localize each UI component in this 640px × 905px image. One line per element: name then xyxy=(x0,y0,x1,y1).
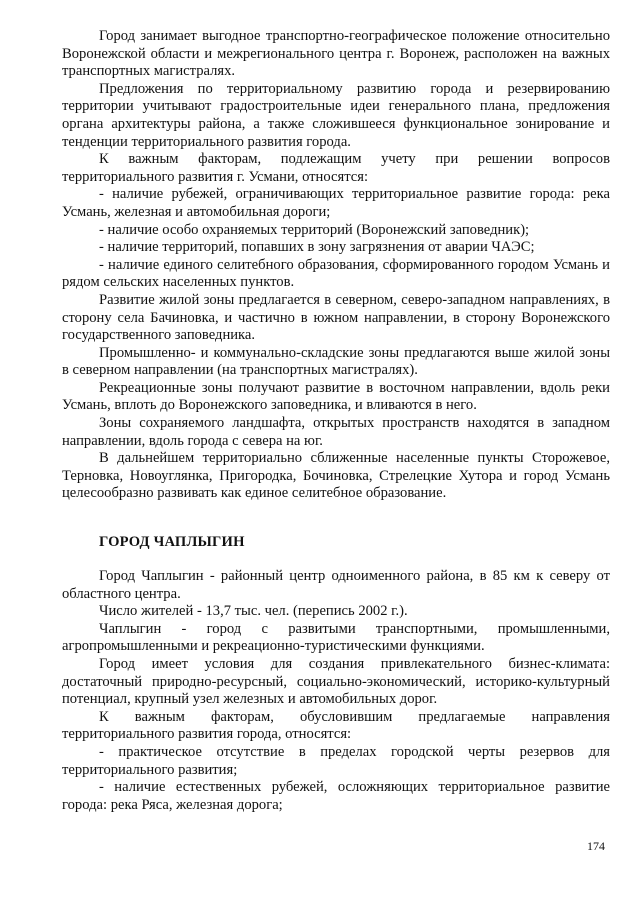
paragraph: Предложения по территориальному развитию города и резервированию территории учитывают градостроительные идеи генерального плана, предложения органа архитектуры района, а также сложившееся функциональное зонирование и тенденции территориального развития города. xyxy=(62,80,610,150)
paragraph: Зоны сохраняемого ландшафта, открытых пространств находятся в западном направлении, вдоль города с севера на юг. xyxy=(62,415,610,449)
paragraph: Развитие жилой зоны предлагается в северном, северо-западном направлениях, в сторону села Бачиновка, и частично в южном направлении, в сторону Воронежского государственного заповедника. xyxy=(62,291,610,344)
paragraph: В дальнейшем территориально сближенные населенные пункты Сторожевое, Терновка, Новоуглянка, Пригородка, Бочиновка, Стрелецкие Хутора и город Усмань целесообразно развивать как единое селитебное образование. xyxy=(62,450,610,502)
page-number: 174 xyxy=(587,839,605,853)
list-item: - наличие рубежей, ограничивающих территориальное развитие города: река Усмань, железная и автомобильная дороги; xyxy=(62,186,610,220)
list-item: - наличие особо охраняемых территорий (Воронежский заповедник); xyxy=(99,221,530,238)
list-item: - практическое отсутствие в пределах городской черты резервов для территориального развития; xyxy=(62,743,610,778)
section-heading: ГОРОД ЧАПЛЫГИН xyxy=(99,534,245,550)
paragraph: Число жителей - 13,7 тыс. чел. (перепись 2002 г.). xyxy=(99,603,408,620)
paragraph: Чаплыгин - город с развитыми транспортными, промышленными, агропромышленными и рекреационно-туристическими функциями. xyxy=(62,620,610,655)
section-usman-text xyxy=(62,28,610,503)
paragraph: Город Чаплыгин - районный центр одноименного района, в 85 км к северу от областного центра. xyxy=(62,568,610,602)
list-item: - наличие территорий, попавших в зону загрязнения от аварии ЧАЭС; xyxy=(99,239,535,256)
section-chaplygin-text xyxy=(62,568,610,814)
paragraph: К важным факторам, подлежащим учету при решении вопросов территориального развития г. Усмани, относятся: xyxy=(62,151,610,185)
list-item: - наличие естественных рубежей, осложняющих территориальное развитие города: река Ряса, железная дорога; xyxy=(62,779,610,813)
list-item: - наличие единого селитебного образования, сформированного городом Усмань и рядом сельских населенных пунктов. xyxy=(62,256,610,291)
document-page xyxy=(62,28,610,503)
paragraph: Промышленно- и коммунально-складские зоны предлагаются выше жилой зоны в северном направлении (на транспортных магистралях). xyxy=(62,344,610,379)
paragraph: Рекреационные зоны получают развитие в восточном направлении, вдоль реки Усмань, вплоть до Воронежского заповедника, и вливаются в него. xyxy=(62,379,610,414)
paragraph: К важным факторам, обусловившим предлагаемые направления территориального развития города, относятся: xyxy=(62,708,610,743)
paragraph: Город занимает выгодное транспортно-географическое положение относительно Воронежской области и межрегионального центра г. Воронеж, расположен на важных транспортных магистралях. xyxy=(62,28,610,80)
paragraph: Город имеет условия для создания привлекательного бизнес-климата: достаточный природно-ресурсный, социально-экономический, историко-культурный потенциал, крупный узел железных и автомобильных дорог. xyxy=(62,655,610,708)
